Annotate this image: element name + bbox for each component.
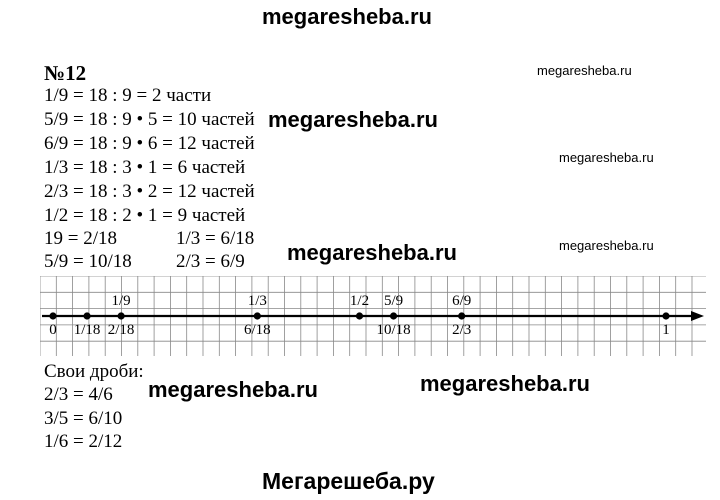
own-fractions-title: Свои дроби: xyxy=(44,361,144,382)
calc-line: 6/9 = 18 : 9 • 6 = 12 частей xyxy=(44,133,255,154)
own-fraction-line: 1/6 = 2/12 xyxy=(44,431,123,452)
watermark: megaresheba.ru xyxy=(148,377,318,402)
number-line-point xyxy=(49,312,56,319)
equality-left: 5/9 = 10/18 xyxy=(44,251,132,272)
watermark: megaresheba.ru xyxy=(420,371,590,396)
point-label-above: 1/9 xyxy=(111,293,131,309)
point-label-below: 10/18 xyxy=(376,322,411,338)
point-label-below: 6/18 xyxy=(243,322,271,338)
number-line-point xyxy=(458,312,465,319)
watermark: megaresheba.ru xyxy=(559,150,654,165)
equality-right: 1/3 = 6/18 xyxy=(176,228,255,249)
task-number: №12 xyxy=(44,61,87,85)
equality-left: 19 = 2/18 xyxy=(44,228,117,249)
point-label-above: 1/2 xyxy=(349,293,370,309)
watermark: megaresheba.ru xyxy=(287,240,457,265)
number-line-point xyxy=(662,312,669,319)
calc-line: 5/9 = 18 : 9 • 5 = 10 частей xyxy=(44,109,255,130)
point-label-below: 2/3 xyxy=(452,322,472,338)
point-label-above: 1/3 xyxy=(247,293,267,309)
calc-line: 1/9 = 18 : 9 = 2 части xyxy=(44,85,212,106)
number-line-point xyxy=(356,312,363,319)
number-line-point xyxy=(390,312,397,319)
site-footer: Мегарешеба.ру xyxy=(262,468,435,494)
site-header: megaresheba.ru xyxy=(262,4,432,29)
equality-right: 2/3 = 6/9 xyxy=(176,251,245,272)
point-label-below: 2/18 xyxy=(107,322,135,338)
calc-line: 1/2 = 18 : 2 • 1 = 9 частей xyxy=(44,205,246,226)
number-line-point xyxy=(254,312,261,319)
calc-line: 1/3 = 18 : 3 • 1 = 6 частей xyxy=(44,157,246,178)
number-line xyxy=(40,276,706,356)
point-label-above: 5/9 xyxy=(383,293,404,309)
watermark: megaresheba.ru xyxy=(559,238,654,253)
calc-line: 2/3 = 18 : 3 • 2 = 12 частей xyxy=(44,181,255,202)
point-label-below: 0 xyxy=(49,322,57,338)
point-label-below: 1/18 xyxy=(73,322,101,338)
watermark: megaresheba.ru xyxy=(537,63,632,78)
watermark: megaresheba.ru xyxy=(268,107,438,132)
point-label-above: 6/9 xyxy=(452,293,472,309)
own-fraction-line: 2/3 = 4/6 xyxy=(44,384,113,405)
number-line-point xyxy=(83,312,90,319)
own-fraction-line: 3/5 = 6/10 xyxy=(44,408,123,429)
axis-arrow-icon xyxy=(691,311,704,321)
number-line-point xyxy=(118,312,125,319)
point-label-below: 1 xyxy=(662,322,670,338)
